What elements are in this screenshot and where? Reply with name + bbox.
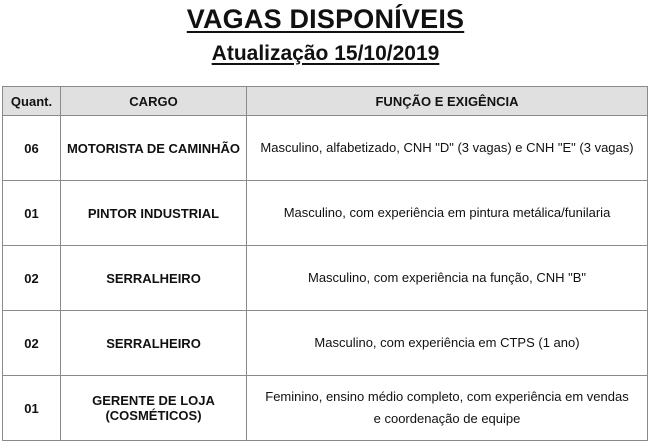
quantity-cell: 06 — [3, 116, 61, 181]
function-line: Feminino, ensino médio completo, com experiência em vendas — [265, 389, 629, 404]
function-cell: Masculino, com experiência na função, CNH "B" — [247, 246, 648, 311]
cargo-line: (COSMÉTICOS) — [105, 408, 202, 423]
cargo-cell: PINTOR INDUSTRIAL — [61, 181, 247, 246]
quantity-cell: 01 — [3, 376, 61, 441]
cargo-line: GERENTE DE LOJA — [92, 393, 215, 408]
column-header-quantity: Quant. — [3, 87, 61, 116]
table-row — [3, 311, 648, 376]
quantity-cell: 02 — [3, 311, 61, 376]
function-cell: Masculino, com experiência em pintura metálica/funilaria — [247, 181, 648, 246]
cargo-cell: SERRALHEIRO — [61, 311, 247, 376]
quantity-cell: 02 — [3, 246, 61, 311]
column-header-cargo: CARGO — [61, 87, 247, 116]
function-line: e coordenação de equipe — [373, 411, 521, 426]
table-row — [3, 376, 648, 441]
page-title: VAGAS DISPONÍVEIS — [186, 4, 465, 34]
vacancies-table — [2, 86, 648, 441]
cargo-cell: SERRALHEIRO — [61, 246, 247, 311]
function-cell: Masculino, com experiência em CTPS (1 ano) — [247, 311, 648, 376]
quantity-cell: 01 — [3, 181, 61, 246]
column-header-function: FUNÇÃO E EXIGÊNCIA — [247, 87, 648, 116]
table-header-row — [3, 87, 648, 116]
table-row — [3, 181, 648, 246]
function-cell: Masculino, alfabetizado, CNH "D" (3 vagas) e CNH "E" (3 vagas) — [247, 116, 648, 181]
table-row — [3, 246, 648, 311]
cargo-cell: MOTORISTA DE CAMINHÃO — [61, 116, 247, 181]
cargo-cell — [61, 376, 247, 441]
table-row — [3, 116, 648, 181]
update-date: Atualização 15/10/2019 — [211, 42, 440, 65]
function-cell — [247, 376, 648, 441]
